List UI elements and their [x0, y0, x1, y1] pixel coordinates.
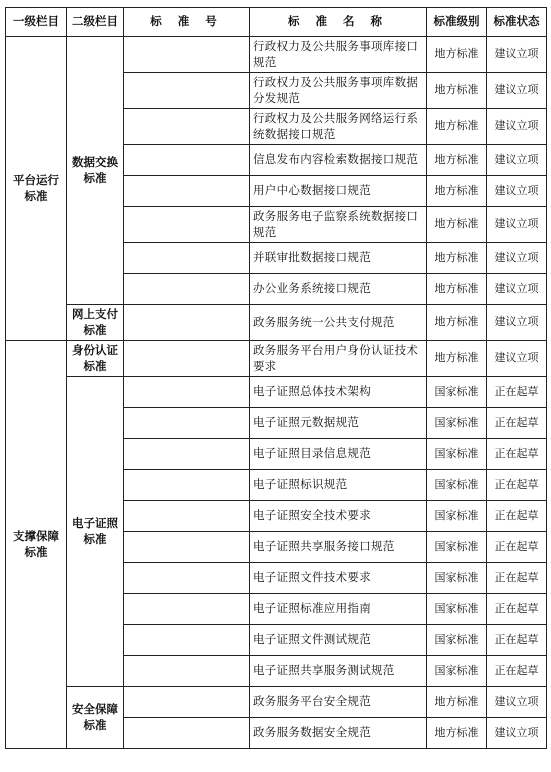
- header-status: 标准状态: [487, 8, 547, 37]
- standard-name-cell: 电子证照安全技术要求: [250, 501, 427, 532]
- header-row: [6, 8, 547, 37]
- standard-status-cell: 正在起草: [487, 594, 547, 625]
- standard-number-cell: [124, 501, 250, 532]
- standard-grade-cell: 地方标准: [427, 687, 487, 718]
- standard-status-cell: 建议立项: [487, 176, 547, 207]
- table-row: [6, 305, 547, 341]
- standard-name-cell: 电子证照文件测试规范: [250, 625, 427, 656]
- standard-grade-cell: 地方标准: [427, 718, 487, 749]
- standard-name-cell: 行政权力及公共服务网络运行系统数据接口规范: [250, 109, 427, 145]
- standard-number-cell: [124, 207, 250, 243]
- standard-grade-cell: 国家标准: [427, 439, 487, 470]
- table-row: [6, 377, 547, 408]
- table-body: [6, 37, 547, 749]
- standard-number-cell: [124, 687, 250, 718]
- level1-cell: 支撑保障标准: [6, 341, 67, 749]
- table-header: [6, 8, 547, 37]
- header-grade: 标准级别: [427, 8, 487, 37]
- level2-cell: 网上支付标准: [67, 305, 124, 341]
- standard-status-cell: 建议立项: [487, 145, 547, 176]
- standard-number-cell: [124, 563, 250, 594]
- standard-grade-cell: 地方标准: [427, 274, 487, 305]
- standard-name-cell: 并联审批数据接口规范: [250, 243, 427, 274]
- level2-cell: 安全保障标准: [67, 687, 124, 749]
- standard-grade-cell: 地方标准: [427, 176, 487, 207]
- standard-status-cell: 建议立项: [487, 73, 547, 109]
- standard-name-cell: 电子证照标准应用指南: [250, 594, 427, 625]
- standard-grade-cell: 国家标准: [427, 408, 487, 439]
- standard-status-cell: 建议立项: [487, 718, 547, 749]
- level2-cell: 数据交换标准: [67, 37, 124, 305]
- standard-number-cell: [124, 274, 250, 305]
- standard-number-cell: [124, 625, 250, 656]
- standard-status-cell: 建议立项: [487, 341, 547, 377]
- standard-number-cell: [124, 109, 250, 145]
- standard-status-cell: 建议立项: [487, 207, 547, 243]
- level2-cell: 身份认证标准: [67, 341, 124, 377]
- standard-name-cell: 政务服务平台安全规范: [250, 687, 427, 718]
- standard-name-cell: 政务服务平台用户身份认证技术要求: [250, 341, 427, 377]
- level1-cell: 平台运行标准: [6, 37, 67, 341]
- standard-number-cell: [124, 243, 250, 274]
- standard-number-cell: [124, 341, 250, 377]
- standard-name-cell: 政务服务电子监察系统数据接口规范: [250, 207, 427, 243]
- standard-status-cell: 正在起草: [487, 501, 547, 532]
- standard-grade-cell: 地方标准: [427, 305, 487, 341]
- standards-table: [5, 7, 547, 749]
- standard-name-cell: 电子证照共享服务接口规范: [250, 532, 427, 563]
- standard-grade-cell: 地方标准: [427, 37, 487, 73]
- standard-grade-cell: 国家标准: [427, 532, 487, 563]
- standard-number-cell: [124, 408, 250, 439]
- standard-number-cell: [124, 305, 250, 341]
- standard-grade-cell: 地方标准: [427, 145, 487, 176]
- standard-grade-cell: 国家标准: [427, 625, 487, 656]
- standard-grade-cell: 国家标准: [427, 377, 487, 408]
- standard-name-cell: 行政权力及公共服务事项库接口规范: [250, 37, 427, 73]
- standard-name-cell: 办公业务系统接口规范: [250, 274, 427, 305]
- standard-number-cell: [124, 718, 250, 749]
- header-level2: 二级栏目: [67, 8, 124, 37]
- standard-number-cell: [124, 37, 250, 73]
- standard-grade-cell: 国家标准: [427, 470, 487, 501]
- standard-number-cell: [124, 73, 250, 109]
- standard-number-cell: [124, 439, 250, 470]
- standard-status-cell: 建议立项: [487, 37, 547, 73]
- standard-status-cell: 正在起草: [487, 408, 547, 439]
- header-level1: 一级栏目: [6, 8, 67, 37]
- standard-grade-cell: 国家标准: [427, 594, 487, 625]
- standard-number-cell: [124, 656, 250, 687]
- standard-status-cell: 正在起草: [487, 532, 547, 563]
- standard-name-cell: 信息发布内容检索数据接口规范: [250, 145, 427, 176]
- standard-number-cell: [124, 594, 250, 625]
- standard-status-cell: 正在起草: [487, 470, 547, 501]
- standard-number-cell: [124, 532, 250, 563]
- standard-grade-cell: 国家标准: [427, 501, 487, 532]
- standard-status-cell: 正在起草: [487, 656, 547, 687]
- standard-name-cell: 电子证照元数据规范: [250, 408, 427, 439]
- standard-status-cell: 建议立项: [487, 243, 547, 274]
- standard-name-cell: 政务服务统一公共支付规范: [250, 305, 427, 341]
- standard-status-cell: 建议立项: [487, 109, 547, 145]
- standard-name-cell: 电子证照文件技术要求: [250, 563, 427, 594]
- standard-name-cell: 电子证照标识规范: [250, 470, 427, 501]
- standard-number-cell: [124, 470, 250, 501]
- standard-grade-cell: 国家标准: [427, 563, 487, 594]
- standard-grade-cell: 地方标准: [427, 341, 487, 377]
- standard-grade-cell: 地方标准: [427, 73, 487, 109]
- standard-name-cell: 电子证照目录信息规范: [250, 439, 427, 470]
- standard-name-cell: 用户中心数据接口规范: [250, 176, 427, 207]
- standard-name-cell: 电子证照共享服务测试规范: [250, 656, 427, 687]
- standard-grade-cell: 地方标准: [427, 243, 487, 274]
- standard-status-cell: 正在起草: [487, 377, 547, 408]
- standard-grade-cell: 国家标准: [427, 656, 487, 687]
- standard-number-cell: [124, 377, 250, 408]
- level2-cell: 电子证照标准: [67, 377, 124, 687]
- table-row: [6, 687, 547, 718]
- standard-name-cell: 行政权力及公共服务事项库数据分发规范: [250, 73, 427, 109]
- standard-status-cell: 正在起草: [487, 439, 547, 470]
- standard-status-cell: 建议立项: [487, 274, 547, 305]
- standard-status-cell: 建议立项: [487, 305, 547, 341]
- standard-status-cell: 正在起草: [487, 563, 547, 594]
- standard-status-cell: 建议立项: [487, 687, 547, 718]
- standard-name-cell: 政务服务数据安全规范: [250, 718, 427, 749]
- table-row: [6, 341, 547, 377]
- standard-number-cell: [124, 145, 250, 176]
- standard-grade-cell: 地方标准: [427, 109, 487, 145]
- standard-grade-cell: 地方标准: [427, 207, 487, 243]
- standard-number-cell: [124, 176, 250, 207]
- header-name: 标 准 名 称: [250, 8, 427, 37]
- standard-name-cell: 电子证照总体技术架构: [250, 377, 427, 408]
- standard-status-cell: 正在起草: [487, 625, 547, 656]
- table-row: [6, 37, 547, 73]
- header-number: 标 准 号: [124, 8, 250, 37]
